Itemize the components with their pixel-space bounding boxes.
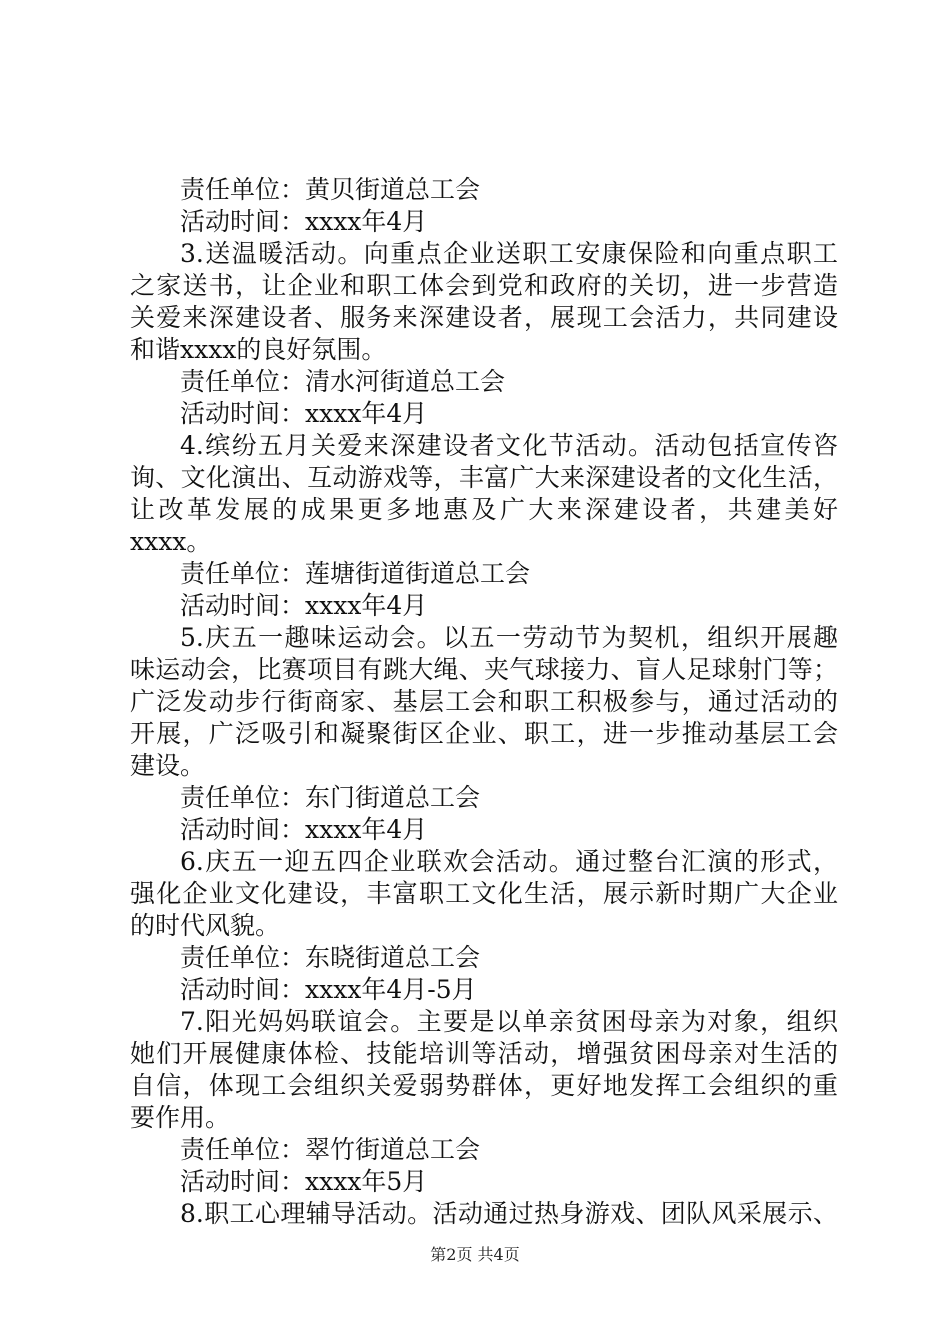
text-line: 自信，体现工会组织关爱弱势群体，更好地发挥工会组织的重 xyxy=(130,1071,838,1100)
text-line: 活动时间：xxxx年4月 xyxy=(180,591,428,620)
text-line: 开展，广泛吸引和凝聚街区企业、职工，进一步推动基层工会 xyxy=(130,719,838,748)
text-line: 5.庆五一趣味运动会。以五一劳动节为契机，组织开展趣 xyxy=(180,623,838,652)
text-line: 责任单位：清水河街道总工会 xyxy=(180,367,506,396)
text-line: 责任单位：东门街道总工会 xyxy=(180,783,481,812)
text-line: 要作用。 xyxy=(130,1103,231,1132)
text-line: 她们开展健康体检、技能培训等活动，增强贫困母亲对生活的 xyxy=(130,1039,838,1068)
text-line: 建设。 xyxy=(130,751,206,780)
page-footer: 第2页 共4页 xyxy=(430,1245,520,1264)
text-line: 的时代风貌。 xyxy=(130,911,281,940)
text-line: 询、文化演出、互动游戏等，丰富广大来深建设者的文化生活， xyxy=(130,463,838,492)
text-line: 味运动会，比赛项目有跳大绳、夹气球接力、盲人足球射门等； xyxy=(130,655,838,684)
text-line: 8.职工心理辅导活动。活动通过热身游戏、团队风采展示、 xyxy=(180,1199,838,1228)
text-line: 活动时间：xxxx年4月 xyxy=(180,815,428,844)
text-line: 强化企业文化建设，丰富职工文化生活，展示新时期广大企业 xyxy=(130,879,838,908)
text-line: 和谐xxxx的良好氛围。 xyxy=(130,335,387,364)
text-line: 责任单位：莲塘街道街道总工会 xyxy=(180,559,531,588)
text-line: 之家送书，让企业和职工体会到党和政府的关切，进一步营造 xyxy=(130,271,838,300)
text-line: 责任单位：翠竹街道总工会 xyxy=(180,1135,481,1164)
document-body xyxy=(130,174,838,1230)
text-line: 关爱来深建设者、服务来深建设者，展现工会活力，共同建设 xyxy=(130,303,838,332)
text-line: 责任单位：东晓街道总工会 xyxy=(180,943,481,972)
text-line: 活动时间：xxxx年4月-5月 xyxy=(180,975,477,1004)
text-line: 活动时间：xxxx年4月 xyxy=(180,399,428,428)
text-line: 3.送温暖活动。向重点企业送职工安康保险和向重点职工 xyxy=(180,239,838,268)
text-line: 6.庆五一迎五四企业联欢会活动。通过整台汇演的形式， xyxy=(180,847,838,876)
text-line: 责任单位：黄贝街道总工会 xyxy=(180,175,481,204)
text-line: 7.阳光妈妈联谊会。主要是以单亲贫困母亲为对象，组织 xyxy=(180,1007,838,1036)
text-line: 活动时间：xxxx年5月 xyxy=(180,1167,428,1196)
text-line: 让改革发展的成果更多地惠及广大来深建设者，共建美好 xyxy=(130,495,838,524)
text-line: 4.缤纷五月关爱来深建设者文化节活动。活动包括宣传咨 xyxy=(180,431,838,460)
text-line: xxxx。 xyxy=(130,527,212,556)
text-line: 广泛发动步行街商家、基层工会和职工积极参与，通过活动的 xyxy=(130,687,838,716)
text-line: 活动时间：xxxx年4月 xyxy=(180,207,428,236)
